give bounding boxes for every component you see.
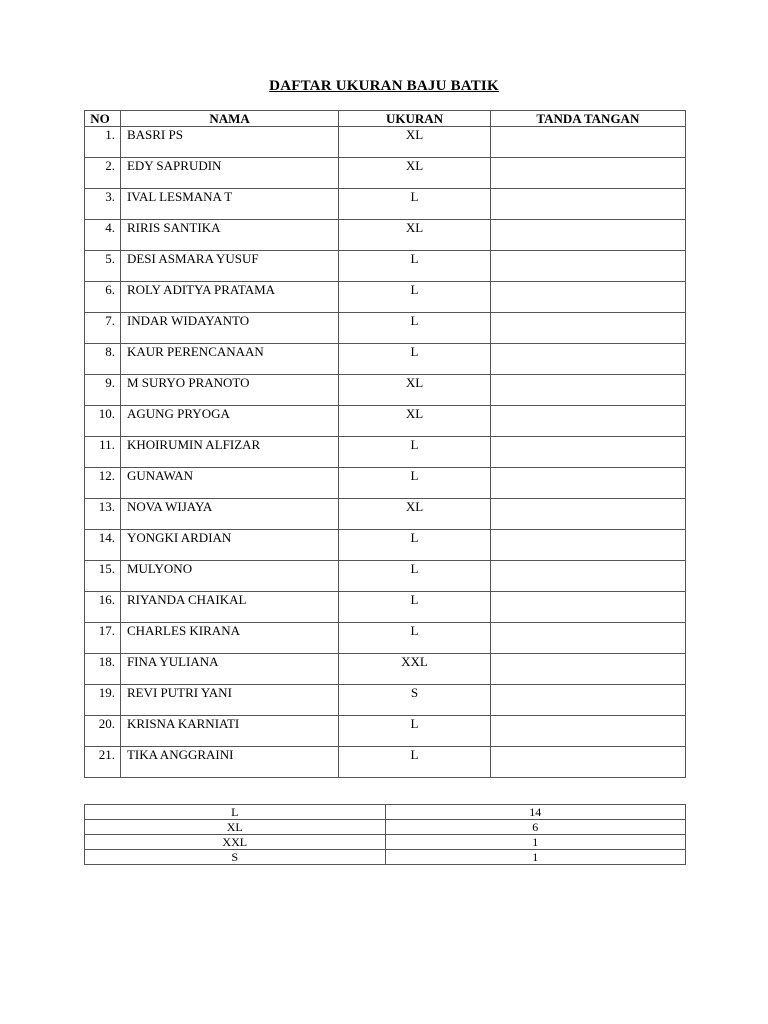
table-row [85, 251, 686, 282]
size-list-table [84, 110, 686, 778]
row-signature-cell [490, 716, 685, 747]
row-signature-cell [490, 406, 685, 437]
table-row [85, 158, 686, 189]
summary-size: L [85, 805, 386, 820]
row-number: 17. [85, 623, 121, 654]
row-size: L [339, 592, 490, 623]
row-number: 11. [85, 437, 121, 468]
row-size: L [339, 468, 490, 499]
row-name: MULYONO [120, 561, 338, 592]
row-signature-cell [490, 189, 685, 220]
row-name: CHARLES KIRANA [120, 623, 338, 654]
row-signature-cell [490, 313, 685, 344]
table-row [85, 189, 686, 220]
table-row [85, 561, 686, 592]
table-row [85, 530, 686, 561]
table-row [85, 592, 686, 623]
row-signature-cell [490, 437, 685, 468]
row-number: 20. [85, 716, 121, 747]
summary-row [85, 805, 686, 820]
table-row [85, 127, 686, 158]
row-size: XXL [339, 654, 490, 685]
row-name: RIYANDA CHAIKAL [120, 592, 338, 623]
row-name: TIKA ANGGRAINI [120, 747, 338, 778]
row-name: KHOIRUMIN ALFIZAR [120, 437, 338, 468]
row-name: FINA YULIANA [120, 654, 338, 685]
summary-row [85, 835, 686, 850]
row-name: REVI PUTRI YANI [120, 685, 338, 716]
row-name: BASRI PS [120, 127, 338, 158]
row-number: 16. [85, 592, 121, 623]
summary-count: 6 [385, 820, 685, 835]
row-size: L [339, 189, 490, 220]
table-row [85, 282, 686, 313]
row-number: 10. [85, 406, 121, 437]
row-name: KAUR PERENCANAAN [120, 344, 338, 375]
row-size: XL [339, 499, 490, 530]
row-signature-cell [490, 220, 685, 251]
table-row [85, 685, 686, 716]
table-row [85, 313, 686, 344]
row-signature-cell [490, 654, 685, 685]
header-tanda-tangan: TANDA TANGAN [490, 111, 685, 127]
row-name: DESI ASMARA YUSUF [120, 251, 338, 282]
table-row [85, 716, 686, 747]
row-size: XL [339, 375, 490, 406]
row-size: L [339, 282, 490, 313]
table-row [85, 499, 686, 530]
row-number: 3. [85, 189, 121, 220]
row-name: AGUNG PRYOGA [120, 406, 338, 437]
row-signature-cell [490, 468, 685, 499]
row-signature-cell [490, 530, 685, 561]
row-size: XL [339, 406, 490, 437]
row-signature-cell [490, 127, 685, 158]
summary-count: 1 [385, 850, 685, 865]
row-name: INDAR WIDAYANTO [120, 313, 338, 344]
row-size: L [339, 251, 490, 282]
row-size: XL [339, 127, 490, 158]
summary-size: XXL [85, 835, 386, 850]
summary-row [85, 850, 686, 865]
summary-size: S [85, 850, 386, 865]
row-size: L [339, 530, 490, 561]
row-number: 12. [85, 468, 121, 499]
row-number: 9. [85, 375, 121, 406]
row-number: 15. [85, 561, 121, 592]
row-name: RIRIS SANTIKA [120, 220, 338, 251]
summary-count: 14 [385, 805, 685, 820]
header-no: NO [85, 111, 121, 127]
table-row [85, 375, 686, 406]
row-name: ROLY ADITYA PRATAMA [120, 282, 338, 313]
row-number: 6. [85, 282, 121, 313]
table-row [85, 654, 686, 685]
row-size: XL [339, 220, 490, 251]
row-size: L [339, 313, 490, 344]
row-number: 19. [85, 685, 121, 716]
table-row [85, 623, 686, 654]
row-signature-cell [490, 375, 685, 406]
row-name: NOVA WIJAYA [120, 499, 338, 530]
row-signature-cell [490, 685, 685, 716]
row-signature-cell [490, 623, 685, 654]
row-size: XL [339, 158, 490, 189]
row-size: S [339, 685, 490, 716]
row-name: YONGKI ARDIAN [120, 530, 338, 561]
table-row [85, 344, 686, 375]
row-number: 7. [85, 313, 121, 344]
row-size: L [339, 344, 490, 375]
table-row [85, 437, 686, 468]
header-nama: NAMA [120, 111, 338, 127]
row-size: L [339, 747, 490, 778]
row-size: L [339, 623, 490, 654]
table-row [85, 406, 686, 437]
row-signature-cell [490, 747, 685, 778]
row-number: 14. [85, 530, 121, 561]
document-title: DAFTAR UKURAN BAJU BATIK [269, 78, 499, 94]
row-signature-cell [490, 561, 685, 592]
summary-row [85, 820, 686, 835]
table-row [85, 468, 686, 499]
summary-count: 1 [385, 835, 685, 850]
summary-size: XL [85, 820, 386, 835]
row-name: KRISNA KARNIATI [120, 716, 338, 747]
size-summary-table [84, 804, 686, 865]
row-number: 1. [85, 127, 121, 158]
row-signature-cell [490, 158, 685, 189]
row-number: 8. [85, 344, 121, 375]
row-signature-cell [490, 282, 685, 313]
row-size: L [339, 561, 490, 592]
table-row [85, 747, 686, 778]
row-number: 5. [85, 251, 121, 282]
row-name: M SURYO PRANOTO [120, 375, 338, 406]
row-signature-cell [490, 499, 685, 530]
header-ukuran: UKURAN [339, 111, 490, 127]
row-signature-cell [490, 592, 685, 623]
row-number: 13. [85, 499, 121, 530]
row-name: GUNAWAN [120, 468, 338, 499]
table-row [85, 220, 686, 251]
row-signature-cell [490, 251, 685, 282]
row-signature-cell [490, 344, 685, 375]
row-number: 21. [85, 747, 121, 778]
row-number: 4. [85, 220, 121, 251]
row-name: EDY SAPRUDIN [120, 158, 338, 189]
row-size: L [339, 716, 490, 747]
row-name: IVAL LESMANA T [120, 189, 338, 220]
row-number: 2. [85, 158, 121, 189]
table-header-row [85, 111, 686, 127]
row-number: 18. [85, 654, 121, 685]
row-size: L [339, 437, 490, 468]
